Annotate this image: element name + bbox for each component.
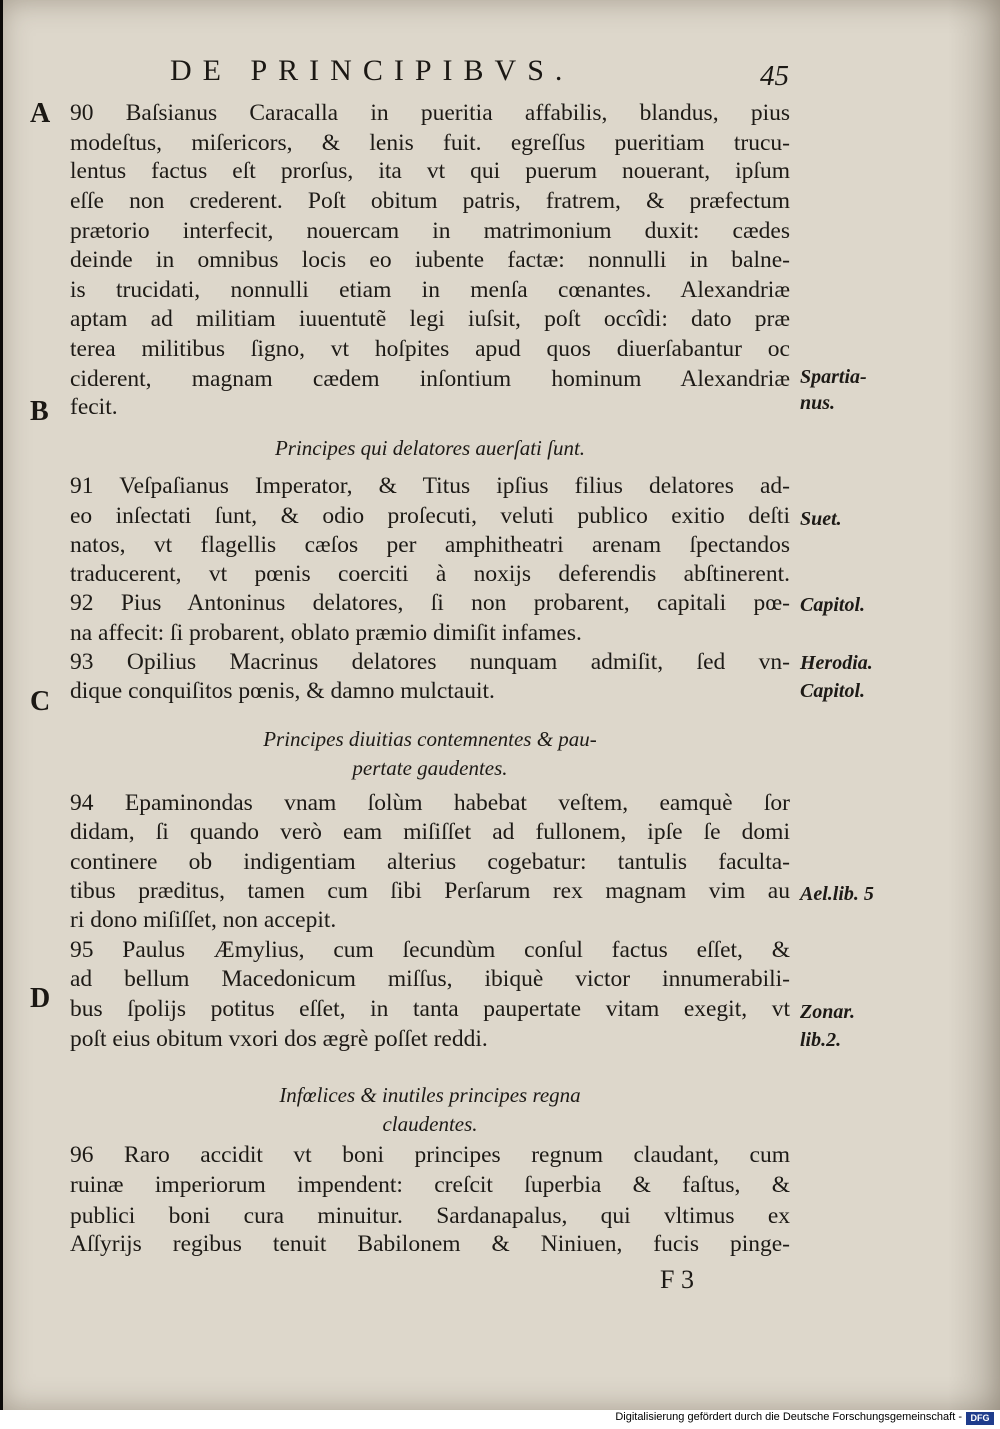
section-letter-d: D xyxy=(30,983,51,1014)
body-line: is trucidati, nonnulli etiam in menſa cœnantes. Alexandriæ xyxy=(70,277,790,303)
margin-note: Suet. xyxy=(800,508,842,530)
body-line: natos, vt flagellis cæſos per amphitheatri arenam ſpectandos xyxy=(70,532,790,558)
body-line: didam, ſi quando verò eam miſiſſet ad fullonem, ipſe ſe domi xyxy=(70,819,790,845)
body-line: Aſſyrijs regibus tenuit Babilonem & Niniuen, fucis pinge- xyxy=(70,1231,790,1257)
body-line: tibus præditus, tamen cum ſibi Perſarum rex magnam vim au xyxy=(70,878,790,904)
body-line: 95 Paulus Æmylius, cum ſecundùm conſul factus eſſet, & xyxy=(70,937,790,963)
body-line: ri dono miſiſſet, non accepit. xyxy=(70,907,337,933)
body-line: 92 Pius Antoninus delatores, ſi non probarent, capitali pœ- xyxy=(70,590,790,616)
funding-notice: Digitalisierung gefördert durch die Deutsche Forschungsgemeinschaft - xyxy=(615,1411,962,1423)
running-title: DE PRINCIPIBVS. xyxy=(170,54,574,87)
section-heading: Principes qui delatores auerſati ſunt. xyxy=(274,436,586,460)
body-line: 96 Raro accidit vt boni principes regnum claudant, cum xyxy=(70,1142,790,1168)
body-line: 93 Opilius Macrinus delatores nunquam admiſit, ſed vn- xyxy=(70,649,790,675)
body-line: lentus factus eſt prorſus, ita vt qui puerum nouerant, ipſum xyxy=(70,158,790,184)
section-heading: claudentes. xyxy=(382,1112,478,1136)
body-line: poſt eius obitum vxori dos ægrè poſſet reddi. xyxy=(70,1026,488,1052)
body-line: na affecit: ſi probarent, oblato præmio dimiſit infames. xyxy=(70,620,582,646)
section-letter-b: B xyxy=(30,396,49,427)
body-line: ruinæ imperiorum impendent: creſcit ſuperbia & faſtus, & xyxy=(70,1172,790,1198)
section-heading: pertate gaudentes. xyxy=(352,756,508,780)
margin-note: Zonar. xyxy=(800,1001,856,1023)
margin-note: Ael.lib. 5 xyxy=(800,883,874,905)
body-line: dique conquiſitos pœnis, & damno mulctauit. xyxy=(70,678,495,704)
body-line: deinde in omnibus locis eo iubente factæ: nonnulli in balne- xyxy=(70,247,790,273)
section-heading: Infœlices & inutiles principes regna xyxy=(279,1083,581,1107)
body-line: bus ſpolijs potitus eſſet, in tanta paupertate vitam exegit, vt xyxy=(70,996,790,1022)
margin-note: lib.2. xyxy=(800,1029,842,1051)
body-line: 91 Veſpaſianus Imperator, & Titus ipſius filius delatores ad- xyxy=(70,473,790,499)
body-line: traducerent, vt pœnis coerciti à noxijs deferendis abſtinerent. xyxy=(70,561,790,587)
body-line: 94 Epaminondas vnam ſolùm habebat veſtem, eamquè ſor xyxy=(70,790,790,816)
body-line: ciderent, magnam cædem inſontium hominum Alexandriæ xyxy=(70,366,790,392)
margin-note: Spartia- xyxy=(800,366,867,388)
margin-note: Herodia. xyxy=(800,652,873,674)
body-line: aptam ad militiam iuuentutẽ legi iuſsit, poſt occîdi: dato præ xyxy=(70,306,790,332)
page-number: 45 xyxy=(760,60,789,92)
body-line: 90 Baſsianus Caracalla in pueritia affabilis, blandus, pius xyxy=(70,100,790,126)
body-line: eo inſectati ſunt, & odio proſecuti, veluti publico exitio deſti xyxy=(70,503,790,529)
body-line: eſſe non crederent. Poſt obitum patris, fratrem, & præfectum xyxy=(70,188,790,214)
section-letter-c: C xyxy=(30,686,51,717)
margin-note: nus. xyxy=(800,392,836,414)
body-line: fecit. xyxy=(70,394,118,420)
body-line: ad bellum Macedonicum miſſus, ibiquè victor innumerabili- xyxy=(70,966,790,992)
body-line: publici boni cura minuitur. Sardanapalus, qui vltimus ex xyxy=(70,1203,790,1229)
margin-note: Capitol. xyxy=(800,680,866,702)
section-heading: Principes diuitias contemnentes & pau- xyxy=(263,727,597,751)
body-line: terea militibus ſigno, vt hoſpites apud quos diuerſabantur oc xyxy=(70,336,790,362)
margin-note: Capitol. xyxy=(800,594,866,616)
dfg-logo: DFG xyxy=(966,1412,994,1425)
body-line: prætorio interfecit, nouercam in matrimonium duxit: cædes xyxy=(70,218,790,244)
body-line: modeſtus, miſericors, & lenis fuit. egreſſus pueritiam trucu- xyxy=(70,130,790,156)
body-line: continere ob indigentiam alterius cogebatur: tantulis faculta- xyxy=(70,849,790,875)
signature-mark: F 3 xyxy=(660,1265,694,1294)
section-letter-a: A xyxy=(30,98,51,129)
